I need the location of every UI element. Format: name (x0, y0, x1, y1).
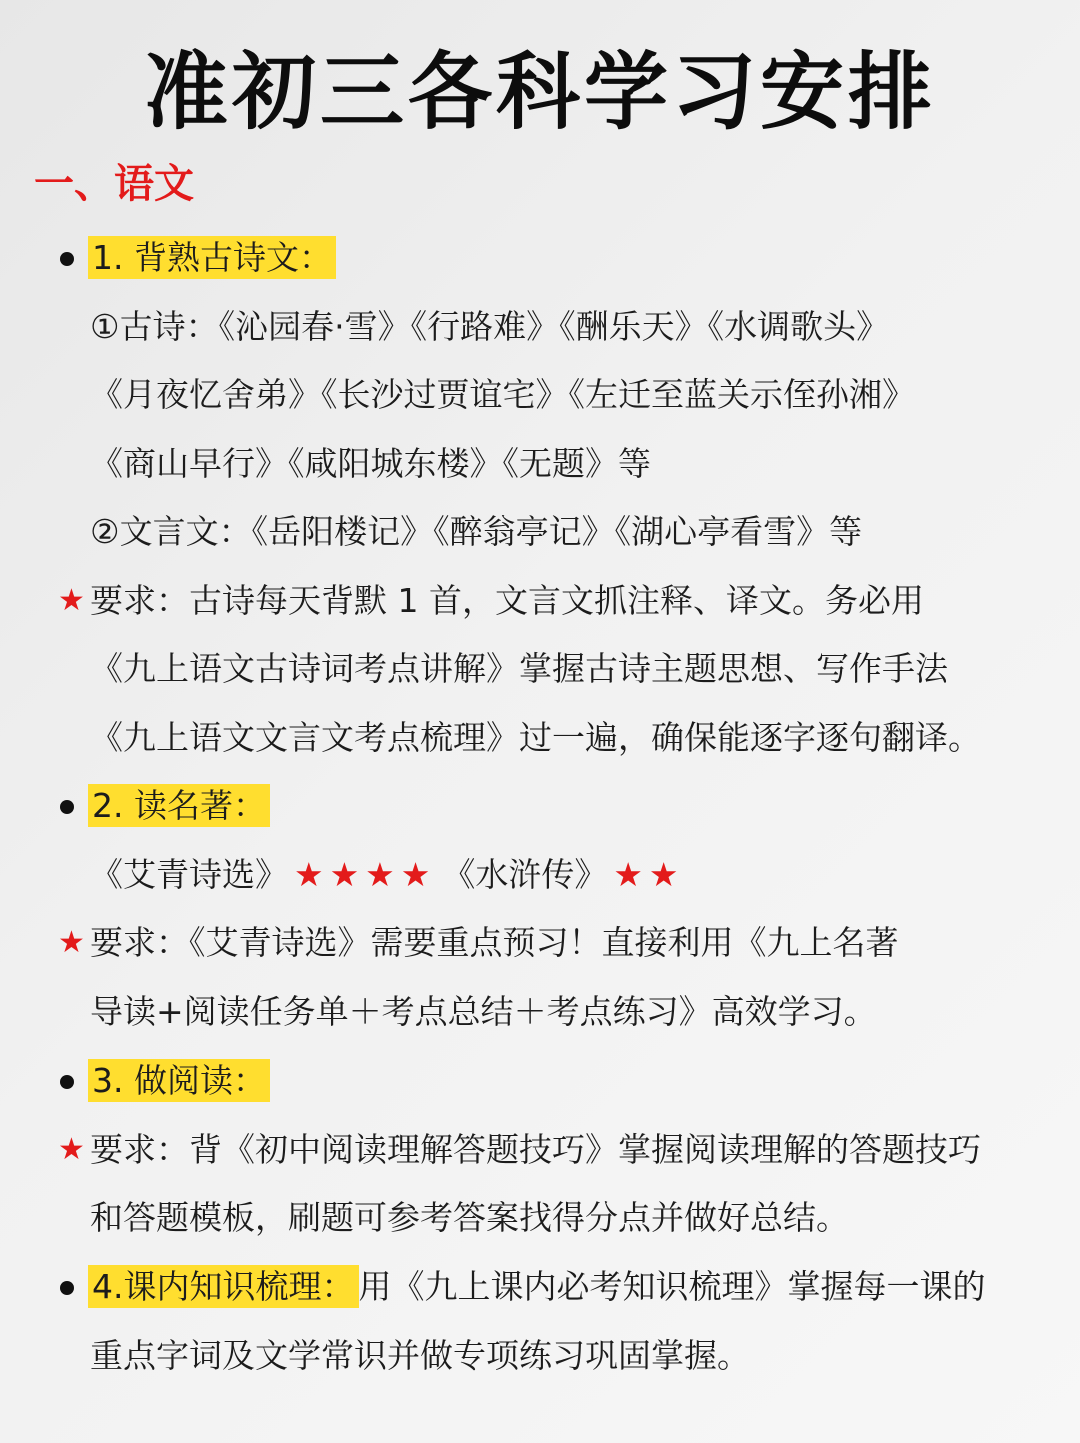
bullet-dot-icon (60, 1281, 74, 1295)
bullet-dot-icon (60, 800, 74, 814)
item4-heading (88, 1264, 986, 1310)
item3-label: 3. 做阅读： (88, 1059, 270, 1102)
item1-requirement: 要求：古诗每天背默 1 首，文言文抓注释、译文。务必用 (90, 581, 924, 620)
section-heading-chinese: 一、语文 (34, 161, 194, 207)
red-star-icon: ★ (58, 925, 85, 960)
item4-text: 用《九上课内必考知识梳理》掌握每一课的 (358, 1267, 986, 1306)
item1-label: 1. 背熟古诗文： (88, 236, 336, 279)
item4-label: 4.课内知识梳理： (88, 1265, 359, 1308)
item2-requirement: 要求：《艾青诗选》需要重点预习！直接利用《九上名著 (90, 923, 899, 962)
book-title: 《水浒传》 (442, 855, 608, 894)
bullet-dot-icon (60, 1075, 74, 1089)
rating-stars-icon: ★★★★ (294, 855, 437, 894)
red-star-icon: ★ (58, 1132, 85, 1167)
item1-line: ①古诗：《沁园春·雪》《行路难》《酬乐天》《水调歌头》 (90, 307, 890, 346)
item2-requirement: 导读+阅读任务单＋考点总结＋考点练习》高效学习。 (90, 992, 877, 1031)
item3-heading (88, 1058, 270, 1104)
item4-text-continued: 重点字词及文学常识并做专项练习巩固掌握。 (90, 1336, 750, 1375)
item1-line: 《商山早行》《咸阳城东楼》《无题》等 (90, 444, 651, 483)
item1-requirement: 《九上语文古诗词考点讲解》掌握古诗主题思想、写作手法 (90, 649, 948, 688)
item1-line: 《月夜忆舍弟》《长沙过贾谊宅》《左迁至蓝关示侄孙湘》 (90, 375, 915, 414)
rating-stars-icon: ★★ (613, 855, 685, 894)
red-star-icon: ★ (58, 583, 85, 618)
item3-requirement: 和答题模板，刷题可参考答案找得分点并做好总结。 (90, 1198, 849, 1237)
item1-heading (88, 235, 336, 281)
item2-label: 2. 读名著： (88, 784, 270, 827)
page-title: 准初三各科学习安排 (143, 43, 936, 141)
book-title: 《艾青诗选》 (90, 855, 288, 894)
item2-heading (88, 783, 270, 829)
item3-requirement: 要求：背《初中阅读理解答题技巧》掌握阅读理解的答题技巧 (90, 1130, 981, 1169)
bullet-dot-icon (60, 252, 74, 266)
item1-requirement: 《九上语文文言文考点梳理》过一遍，确保能逐字逐句翻译。 (90, 718, 981, 757)
item1-line: ②文言文：《岳阳楼记》《醉翁亭记》《湖心亭看雪》等 (90, 512, 863, 551)
item2-books (90, 852, 691, 898)
